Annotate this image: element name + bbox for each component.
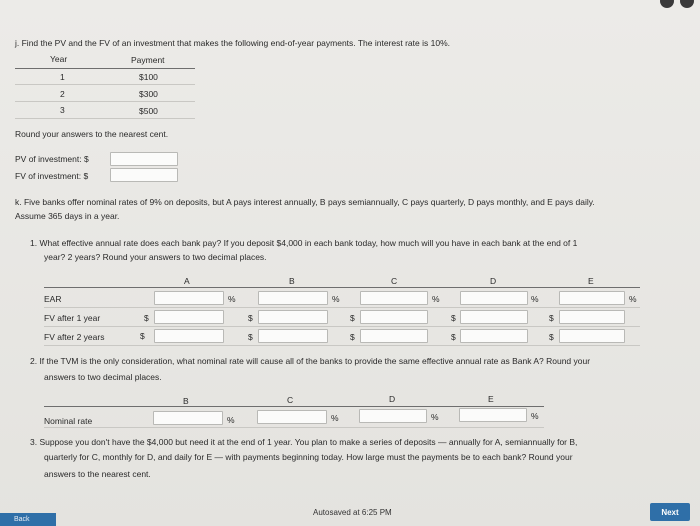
- dollar-sign: $: [350, 313, 355, 323]
- pct-sign: %: [332, 294, 340, 304]
- ear-input-a[interactable]: [154, 291, 224, 305]
- nominal-input-c[interactable]: [257, 410, 327, 424]
- payment-cell: $500: [139, 106, 158, 116]
- round-note: Round your answers to the nearest cent.: [15, 129, 169, 139]
- row-label-fv1: FV after 1 year: [44, 313, 101, 323]
- row-divider: [44, 345, 640, 346]
- bank-header-a: A: [184, 276, 190, 286]
- bank-header-c: C: [391, 276, 398, 286]
- pct-sign: %: [432, 294, 440, 304]
- payment-cell: $100: [139, 72, 158, 82]
- row-divider: [44, 307, 640, 308]
- fv2-input-c[interactable]: [360, 329, 428, 343]
- pv-label: PV of investment: $: [15, 154, 89, 164]
- dollar-sign: $: [144, 313, 149, 323]
- dollar-sign: $: [451, 313, 456, 323]
- pct-sign: %: [629, 294, 637, 304]
- row-label-ear: EAR: [44, 294, 62, 304]
- part-j-question: j. Find the PV and the FV of an investment that makes the following end-of-year payments. The interest rate is 10%.: [15, 38, 450, 48]
- pct-sign: %: [531, 411, 539, 421]
- dollar-sign: $: [549, 332, 554, 342]
- q3-text-cont: quarterly for C, monthly for D, and daily for E — with payments beginning today. How large must the payments be to each bank? Round your: [44, 452, 573, 462]
- autosave-status: Autosaved at 6:25 PM: [313, 508, 392, 517]
- bank-header-d: D: [490, 276, 497, 286]
- row-divider: [44, 427, 544, 428]
- year-cell: 3: [60, 105, 65, 115]
- fv1-input-e[interactable]: [559, 310, 625, 324]
- fv1-input-b[interactable]: [258, 310, 328, 324]
- q2-text-cont: answers to two decimal places.: [44, 372, 162, 382]
- pct-sign: %: [531, 294, 539, 304]
- dollar-sign: $: [248, 313, 253, 323]
- part-k-question: k. Five banks offer nominal rates of 9% on deposits, but A pays interest annually, B pays semiannually, C pays quarterly, D pays monthly, and E pays daily.: [15, 197, 595, 207]
- col-year-header: Year: [50, 54, 68, 64]
- bank-header-b: B: [289, 276, 295, 286]
- next-button[interactable]: Next: [650, 503, 690, 521]
- bank-header-c: C: [287, 395, 294, 405]
- close-icon[interactable]: [680, 0, 694, 8]
- dollar-sign: $: [549, 313, 554, 323]
- nominal-input-d[interactable]: [359, 409, 427, 423]
- bank-header-e: E: [588, 276, 594, 286]
- row-divider: [15, 84, 195, 85]
- part-k-question-cont: Assume 365 days in a year.: [15, 211, 120, 221]
- bank-header-b: B: [183, 396, 189, 406]
- window-controls: [660, 0, 694, 8]
- pct-sign: %: [228, 294, 236, 304]
- year-cell: 2: [60, 89, 65, 99]
- help-icon[interactable]: [660, 0, 674, 8]
- fv2-input-b[interactable]: [258, 329, 328, 343]
- row-divider: [15, 118, 195, 119]
- nominal-input-e[interactable]: [459, 408, 527, 422]
- q1-text: 1. What effective annual rate does each bank pay? If you deposit $4,000 in each bank today, how much will you have in each bank at the end of 1: [30, 238, 578, 248]
- dollar-sign: $: [248, 332, 253, 342]
- table-header-rule: [15, 68, 195, 69]
- dollar-sign: $: [140, 331, 145, 341]
- nominal-input-b[interactable]: [153, 411, 223, 425]
- pv-input[interactable]: [110, 152, 178, 166]
- back-button[interactable]: Back: [0, 513, 56, 526]
- bank-header-e: E: [488, 394, 494, 404]
- bank-header-d: D: [389, 394, 396, 404]
- fv1-input-a[interactable]: [154, 310, 224, 324]
- fv2-input-d[interactable]: [460, 329, 528, 343]
- ear-input-e[interactable]: [559, 291, 625, 305]
- row-divider: [44, 326, 640, 327]
- fv2-input-e[interactable]: [559, 329, 625, 343]
- nominal-rate-label: Nominal rate: [44, 416, 93, 426]
- pct-sign: %: [431, 412, 439, 422]
- q3-text-cont: answers to the nearest cent.: [44, 469, 151, 479]
- pct-sign: %: [331, 413, 339, 423]
- fv-label: FV of investment: $: [15, 171, 89, 181]
- q2-text: 2. If the TVM is the only consideration, what nominal rate will cause all of the banks to provide the same effective annual rate as Bank A? Round your: [30, 356, 591, 366]
- fv2-input-a[interactable]: [154, 329, 224, 343]
- fv1-input-d[interactable]: [460, 310, 528, 324]
- fv-input[interactable]: [110, 168, 178, 182]
- ear-input-d[interactable]: [460, 291, 528, 305]
- nominal-table-rule: [44, 406, 544, 407]
- dollar-sign: $: [350, 332, 355, 342]
- bank-table-rule: [44, 287, 640, 288]
- year-cell: 1: [60, 72, 65, 82]
- q3-text: 3. Suppose you don't have the $4,000 but need it at the end of 1 year. You plan to make a series of deposits — annually for A, semiannually for B,: [30, 437, 578, 447]
- q1-text-cont: year? 2 years? Round your answers to two decimal places.: [44, 252, 267, 262]
- ear-input-c[interactable]: [360, 291, 428, 305]
- col-payment-header: Payment: [131, 55, 165, 65]
- row-divider: [15, 101, 195, 102]
- ear-input-b[interactable]: [258, 291, 328, 305]
- pct-sign: %: [227, 415, 235, 425]
- row-label-fv2: FV after 2 years: [44, 332, 105, 342]
- dollar-sign: $: [451, 332, 456, 342]
- payment-cell: $300: [139, 89, 158, 99]
- fv1-input-c[interactable]: [360, 310, 428, 324]
